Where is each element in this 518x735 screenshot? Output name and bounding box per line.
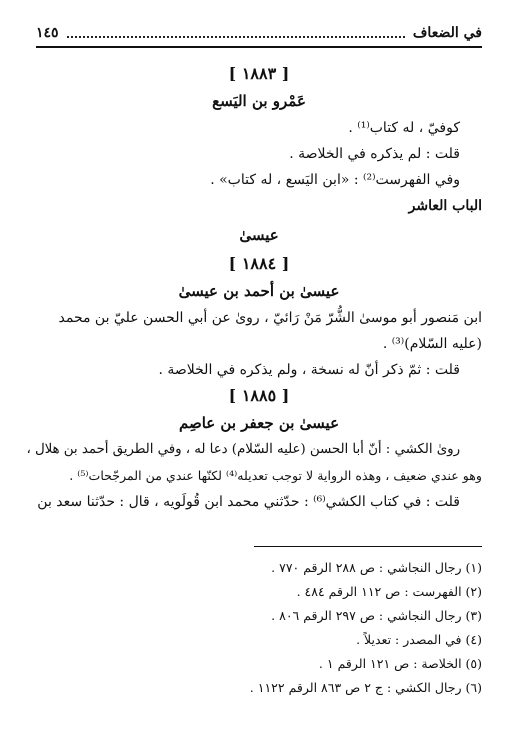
footnote: (٤) في المصدر : تعديلاً .	[356, 632, 482, 647]
header-rule	[36, 46, 482, 48]
chapter-heading: الباب العاشر	[408, 198, 482, 214]
entry-number: [ ١٨٨٣ ]	[228, 64, 290, 83]
running-title: في الضعاف	[412, 25, 482, 41]
header-dot-leader	[67, 28, 405, 38]
entry-number: [ ١٨٨٤ ]	[228, 254, 290, 273]
body-line: وهو عندي ضعيف ، وهذه الرواية لا توجب تعديله⁽⁴⁾ لكنّها عندي من المرجّحات⁽⁵⁾ .	[69, 468, 482, 483]
footnote: (٦) رجال الكشي : ج ٢ ص ٨٦٣ الرقم ١١٢٢ .	[249, 680, 482, 695]
footnote: (١) رجال النجاشي : ص ٢٨٨ الرقم ٧٧٠ .	[271, 560, 482, 575]
footnote-rule	[254, 546, 482, 547]
running-header	[36, 22, 482, 44]
entry-number: [ ١٨٨٥ ]	[228, 386, 290, 405]
body-line: قلت : لم يذكره في الخلاصة .	[289, 146, 460, 162]
letter-heading: عيسىٰ	[239, 226, 279, 244]
body-line: قلت : في كتاب الكشي⁽⁶⁾ : حدّثني محمد ابن قُولَويه ، قال : حدّثنا سعد بن	[37, 494, 460, 510]
entry-name: عيسىٰ بن جعفر بن عاصِم	[178, 414, 340, 432]
body-line: قلت : ثمّ ذكر أنّ له نسخة ، ولم يذكره في الخلاصة .	[158, 362, 460, 378]
body-line: كوفيّ ، له كتاب⁽¹⁾ .	[348, 120, 460, 136]
page-number: ١٤٥	[36, 25, 59, 41]
body-line: (عليه السّلام)⁽³⁾ .	[382, 336, 482, 352]
body-line: وفي الفهرست⁽²⁾ : «ابن اليَسع ، له كتاب» .	[210, 172, 460, 188]
body-line: روىٰ الكشي : أنّ أبا الحسن (عليه السّلام) دعا له ، وفي الطريق أحمد بن هلال ،	[26, 442, 460, 457]
footnote: (٢) الفهرست : ص ١١٢ الرقم ٤٨٤ .	[296, 584, 482, 599]
entry-name: عيسىٰ بن أحمد بن عيسىٰ	[178, 282, 340, 300]
entry-name: عَمْرو بن اليَسع	[212, 92, 306, 110]
body-line: ابن مَنصور أبو موسىٰ الشُّرّ مَنْ رَائيّ ، روىٰ عن أبي الحسن عليّ بن محمد	[58, 310, 482, 326]
footnote: (٣) رجال النجاشي : ص ٢٩٧ الرقم ٨٠٦ .	[271, 608, 482, 623]
footnote: (٥) الخلاصة : ص ١٢١ الرقم ١ .	[318, 656, 482, 671]
